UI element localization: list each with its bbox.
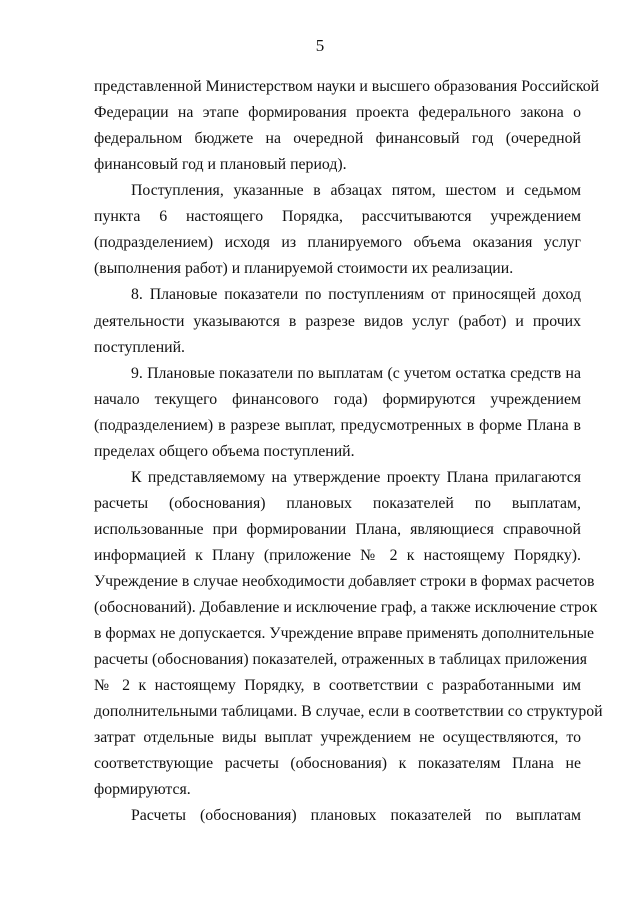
text-line: 8. Плановые показатели по поступлениям от приносящей доход (131, 286, 581, 304)
text-line: расчеты (обоснования) плановых показателей по выплатам, (94, 494, 581, 512)
text-line: Учреждение в случае необходимости добавляет строки в формах расчетов (94, 573, 595, 590)
text-line: пределах общего объема поступлений. (94, 442, 355, 460)
text-line: Федерации на этапе формирования проекта федерального закона о (94, 104, 581, 121)
text-line: № 2 к настоящему Порядку, в соответствии с разработанными им (94, 677, 581, 695)
text-line: начало текущего финансового года) формируются учреждением (94, 390, 581, 408)
text-line: Расчеты (обоснования) плановых показателей по выплатам (131, 807, 581, 825)
text-line: в формах не допускается. Учреждение вправе применять дополнительные (94, 625, 594, 643)
text-line: Поступления, указанные в абзацах пятом, шестом и седьмом (131, 182, 581, 200)
text-line: расчеты (обоснования) показателей, отраженных в таблицах приложения (94, 651, 588, 669)
text-line: (обоснований). Добавление и исключение граф, а также исключение строк (94, 599, 598, 616)
page-number: 5 (315, 36, 325, 55)
text-line: деятельности указываются в разрезе видов услуг (работ) и прочих (94, 312, 581, 330)
text-line: представленной Министерством науки и высшего образования Российской (94, 78, 600, 95)
text-line: федеральном бюджете на очередной финансовый год (очередной (94, 130, 581, 148)
text-line: формируются. (94, 781, 191, 799)
text-line: использованные при формировании Плана, являющиеся справочной (94, 520, 581, 538)
text-line: К представляемому на утверждение проекту Плана прилагаются (131, 468, 581, 486)
text-line: поступлений. (94, 338, 186, 356)
text-line: (выполнения работ) и планируемой стоимости их реализации. (94, 260, 514, 278)
text-line: затрат отдельные виды выплат учреждением не осуществляются, то (94, 729, 581, 747)
text-line: соответствующие расчеты (обоснования) к показателям Плана не (94, 755, 581, 773)
text-line: (подразделением) исходя из планируемого объема оказания услуг (94, 234, 581, 252)
text-line: информацией к Плану (приложение № 2 к настоящему Порядку). (94, 546, 581, 564)
text-line: дополнительными таблицами. В случае, если в соответствии со структурой (94, 703, 603, 721)
text-line: (подразделением) в разрезе выплат, предусмотренных в форме Плана в (94, 416, 581, 434)
text-line: финансовый год и плановый период). (94, 156, 347, 174)
text-line: 9. Плановые показатели по выплатам (с учетом остатка средств на (131, 364, 581, 382)
text-line: пункта 6 настоящего Порядка, рассчитываются учреждением (94, 208, 581, 226)
